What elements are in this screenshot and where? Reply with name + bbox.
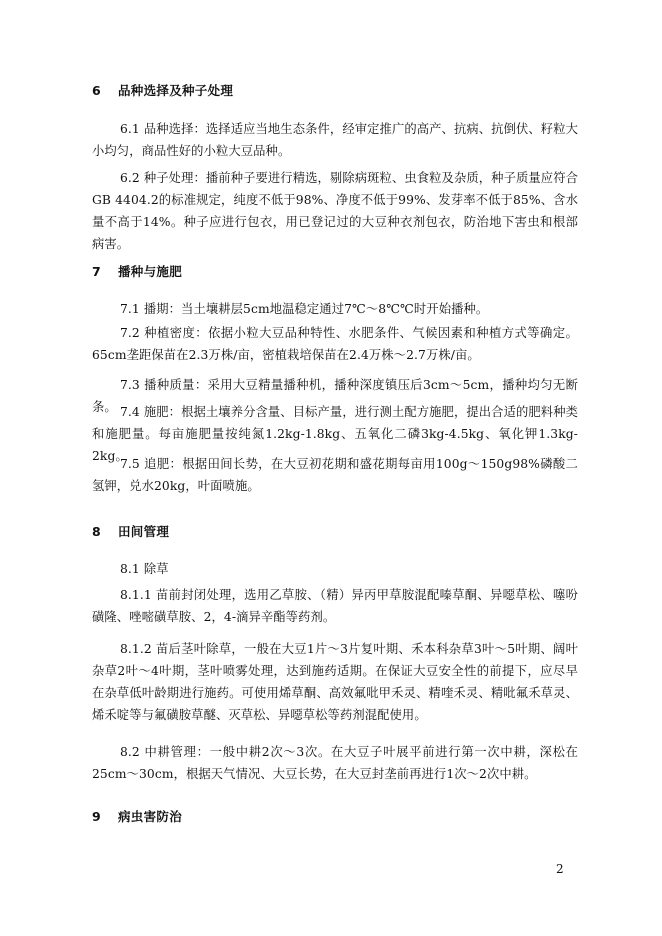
- section-heading-6: [92, 81, 233, 99]
- paragraph-7-1: 7.1 播期：当土壤耕层5cm地温稳定通过7℃～8℃℃时开始播种。: [120, 302, 489, 316]
- paragraph-6-1: 6.1 品种选择：选择适应当地生态条件，经审定推广的高产、抗病、抗倒伏、籽粒大小均匀，商品性好的小粒大豆品种。: [92, 122, 578, 158]
- paragraph-8-2: 8.2 中耕管理：一般中耕2次～3次。在大豆子叶展平前进行第一次中耕，深松在25cm～30cm，根据天气情况、大豆长势，在大豆封垄前再进行1次～2次中耕。: [92, 745, 578, 781]
- section-number: 9: [92, 809, 101, 824]
- paragraph-6-2: 6.2 种子处理：播前种子要进行精选，剔除病斑粒、虫食粒及杂质，种子质量应符合GB 4404.2的标准规定，纯度不低于98%、净度不低于99%、发芽率不低于85%、含水量不高于14%。种子应进行包衣，用已登记过的大豆种衣剂包衣，防治地下害虫和根部病害。: [92, 171, 578, 251]
- section-heading-9: [92, 807, 182, 825]
- section-number: 8: [92, 524, 101, 539]
- section-title: 播种与施肥: [118, 264, 183, 279]
- paragraph-8-1-2: 8.1.2 苗后茎叶除草，一般在大豆1片～3片复叶期、禾本科杂草3叶～5叶期、阔叶杂草2叶～4叶期，茎叶喷雾处理，达到施药适期。在保证大豆安全性的前提下，应尽早在杂草低叶龄期进行施药。可使用烯草酮、高效氟吡甲禾灵、精喹禾灵、精吡氟禾草灵、烯禾啶等与氟磺胺草醚、灭草松、异噁草松等药剂混配使用。: [92, 642, 578, 722]
- section-heading-8: [92, 522, 169, 540]
- paragraph-7-5: 7.5 追肥：根据田间长势，在大豆初花期和盛花期每亩用100g～150g98%磷酸二氢钾，兑水20kg，叶面喷施。: [92, 457, 578, 493]
- paragraph-7-3: 7.3 播种质量：采用大豆精量播种机，播种深度镇压后3cm～5cm，播种均匀无断条。: [92, 378, 578, 414]
- paragraph-8-1: 8.1 除草: [120, 562, 169, 576]
- section-number: 6: [92, 83, 101, 98]
- paragraph-8-1-1: 8.1.1 苗前封闭处理，选用乙草胺、（精）异丙甲草胺混配嗪草酮、异噁草松、噻吩磺隆、唑嘧磺草胺、2，4-滴异辛酯等药剂。: [92, 588, 578, 624]
- section-title: 品种选择及种子处理: [118, 83, 234, 98]
- section-title: 田间管理: [118, 524, 170, 539]
- paragraph-7-2: 7.2 种植密度：依据小粒大豆品种特性、水肥条件、气候因素和种植方式等确定。65cm垄距保苗在2.3万株/亩，密植栽培保苗在2.4万株～2.7万株/亩。: [92, 326, 578, 362]
- section-heading-7: [92, 262, 182, 280]
- section-number: 7: [92, 264, 101, 279]
- page-number: 2: [556, 862, 564, 876]
- paragraph-7-4: 7.4 施肥：根据土壤养分含量、目标产量，进行测土配方施肥，提出合适的肥料种类和施肥量。每亩施肥量按纯氮1.2kg-1.8kg、五氧化二磷3kg-4.5kg、氧化钾1.3kg-2kg。: [92, 405, 578, 463]
- section-title: 病虫害防治: [118, 809, 183, 824]
